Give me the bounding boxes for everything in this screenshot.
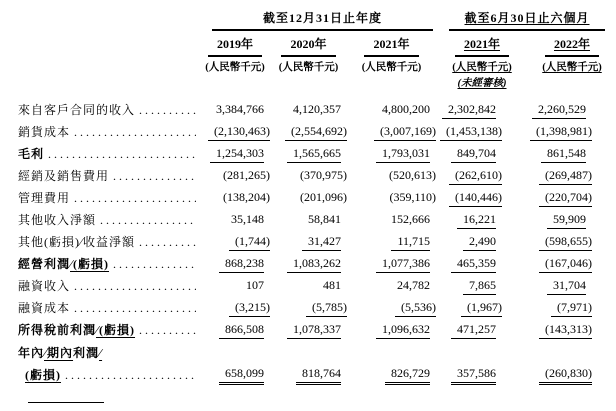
value: (140,446) xyxy=(449,190,502,207)
label-column-spacer xyxy=(0,35,200,57)
value: 1,083,262 xyxy=(287,256,341,273)
value-cell xyxy=(502,344,592,388)
table-row xyxy=(0,100,592,122)
table-row xyxy=(0,188,592,210)
row-label-segment: 銷貨成本 xyxy=(18,125,71,139)
leader-dots xyxy=(74,300,196,316)
value-cell xyxy=(200,124,270,144)
annual-period-group-header xyxy=(212,9,433,31)
value: 357,586 xyxy=(451,366,496,385)
value: (269,487) xyxy=(539,168,592,185)
row-label xyxy=(0,102,200,122)
value-cell xyxy=(270,278,347,298)
table-row xyxy=(0,122,592,144)
empty-cell xyxy=(502,75,592,91)
value: 1,565,665 xyxy=(287,146,341,163)
value-cell xyxy=(436,168,502,188)
value-cell xyxy=(347,212,436,232)
value-cell xyxy=(270,344,347,388)
value: (260,830) xyxy=(539,366,592,385)
value: 471,257 xyxy=(451,322,496,339)
value-cell xyxy=(347,146,436,166)
value: 31,427 xyxy=(302,234,341,251)
value-cell xyxy=(502,190,592,210)
year-label: 2020年 xyxy=(290,37,327,51)
value: (143,313) xyxy=(539,322,592,339)
value-cell xyxy=(200,234,270,254)
footnote-divider-rule xyxy=(28,402,104,403)
column-group-header-row xyxy=(0,8,592,31)
unaudited-note-cell xyxy=(449,75,515,91)
value: 1,096,632 xyxy=(376,322,430,339)
currency-unit-label: (人民幣千元) xyxy=(361,62,422,73)
value-cell xyxy=(502,124,592,144)
value-cell xyxy=(347,322,436,342)
year-rule-box xyxy=(281,35,335,57)
row-label-segment: (虧損) xyxy=(25,368,61,382)
value: 658,099 xyxy=(219,366,264,385)
value: (598,655) xyxy=(539,234,592,251)
leader-dots xyxy=(113,168,196,184)
value-cell xyxy=(436,234,502,254)
value-cell xyxy=(347,234,436,254)
value-cell xyxy=(200,256,270,276)
leader-dots xyxy=(139,102,196,118)
table-row xyxy=(0,144,592,166)
leader-dots xyxy=(74,278,196,294)
value: (138,204) xyxy=(223,190,270,204)
value-cell xyxy=(436,146,502,166)
value-cell xyxy=(200,168,270,188)
row-label xyxy=(0,322,200,342)
value: 35,148 xyxy=(231,212,264,226)
value-cell xyxy=(270,300,347,320)
value: 16,221 xyxy=(457,212,496,229)
empty-cell xyxy=(347,75,436,91)
value: (262,610) xyxy=(449,168,502,185)
value: 868,238 xyxy=(219,256,264,273)
value: 465,359 xyxy=(451,256,496,273)
value-cell xyxy=(436,102,502,122)
value: 1,793,031 xyxy=(376,146,430,163)
row-label-line-1 xyxy=(18,344,200,366)
currency-unit-label: (人民幣千元) xyxy=(205,62,265,73)
value-cell xyxy=(347,190,436,210)
row-label-segment: 管理費用 xyxy=(18,191,71,205)
value: 1,078,337 xyxy=(287,322,341,339)
year-rule-box xyxy=(364,35,418,57)
table-body xyxy=(0,100,592,386)
value-cell xyxy=(270,322,347,342)
row-label-segment: 其他收入淨額 xyxy=(18,213,97,227)
value-cell xyxy=(502,234,592,254)
value-cell xyxy=(200,322,270,342)
leader-dots xyxy=(74,124,196,140)
value: (201,096) xyxy=(300,190,347,204)
row-label-segment: ∕(虧損) xyxy=(70,257,110,271)
currency-unit-label: (人民幣千元) xyxy=(542,62,602,73)
value-cell xyxy=(270,102,347,122)
row-label xyxy=(0,256,200,276)
value: 4,120,357 xyxy=(293,102,341,116)
row-label-segment: 融資成本 xyxy=(18,301,71,315)
value-cell xyxy=(200,344,270,388)
value: (7,971) xyxy=(551,300,592,317)
value-cell xyxy=(200,278,270,298)
value: 58,841 xyxy=(308,212,341,226)
value-cell xyxy=(347,102,436,122)
table-row xyxy=(0,342,592,386)
value-cell xyxy=(502,300,592,320)
value: 866,508 xyxy=(219,322,264,339)
value: (1,967) xyxy=(461,300,502,317)
value: (1,453,138) xyxy=(440,124,502,141)
row-label-segment: 所得稅前利潤 xyxy=(18,323,97,337)
value: (5,785) xyxy=(306,300,347,317)
leader-dots xyxy=(48,146,196,162)
empty-cell xyxy=(270,75,347,91)
value-cell xyxy=(347,168,436,188)
value-cell xyxy=(436,322,502,342)
value: 24,782 xyxy=(397,278,430,292)
row-label xyxy=(0,300,200,320)
currency-unit-cell xyxy=(449,59,515,75)
row-label-segment: 融資收入 xyxy=(18,279,71,293)
value: (520,613) xyxy=(389,168,436,182)
value-cell xyxy=(347,124,436,144)
value: 107 xyxy=(246,278,264,292)
row-label-segment: ∕(虧損) xyxy=(96,323,136,337)
value: 2,260,529 xyxy=(532,102,586,119)
value-cell xyxy=(270,190,347,210)
value: 4,800,200 xyxy=(382,102,430,116)
value: 481 xyxy=(323,278,341,292)
table-row xyxy=(0,276,592,298)
leader-dots xyxy=(100,212,196,228)
value: (281,265) xyxy=(223,168,270,182)
value-cell xyxy=(270,256,347,276)
year-header-cell xyxy=(527,35,616,57)
value-cell xyxy=(502,168,592,188)
currency-unit-label: (人民幣千元) xyxy=(278,62,339,73)
value-cell xyxy=(502,102,592,122)
value: (220,704) xyxy=(539,190,592,207)
year-label: 2021年 xyxy=(463,37,500,51)
value: (167,046) xyxy=(539,256,592,273)
row-label-segment: 毛利 xyxy=(18,147,45,161)
label-column-spacer xyxy=(0,59,200,75)
empty-cell xyxy=(200,75,270,91)
value-cell xyxy=(436,300,502,320)
unaudited-note-row xyxy=(0,75,592,91)
value: 3,384,766 xyxy=(216,102,264,116)
value-cell xyxy=(200,190,270,210)
value: 826,729 xyxy=(385,366,430,385)
value: 59,909 xyxy=(547,212,586,229)
interim-period-label: 截至6月30日止六個月 xyxy=(464,11,590,25)
value-cell xyxy=(502,212,592,232)
row-label xyxy=(0,146,200,166)
interim-period-group-header xyxy=(449,9,605,31)
row-label-segment: 來自客戶合同的收入 xyxy=(18,103,136,117)
table-row xyxy=(0,210,592,232)
value-cell xyxy=(200,300,270,320)
table-row xyxy=(0,298,592,320)
value: (370,975) xyxy=(300,168,347,182)
value-cell xyxy=(436,256,502,276)
year-rule-box xyxy=(208,35,262,57)
value-cell xyxy=(436,344,502,388)
value-cell xyxy=(270,168,347,188)
row-label xyxy=(0,212,200,232)
value: (359,110) xyxy=(389,190,436,204)
value-cell xyxy=(347,278,436,298)
value: 1,254,303 xyxy=(210,146,264,163)
row-label xyxy=(0,278,200,298)
value-cell xyxy=(270,124,347,144)
leader-dots xyxy=(65,366,196,385)
currency-unit-cell xyxy=(527,59,616,75)
currency-unit-cell xyxy=(270,59,347,75)
currency-unit-label: (人民幣千元) xyxy=(452,62,512,73)
value: 11,715 xyxy=(391,234,430,251)
value: 31,704 xyxy=(547,278,586,295)
value-cell xyxy=(436,190,502,210)
row-label-segment: 利潤 xyxy=(73,346,100,360)
unaudited-label: (未經審核) xyxy=(457,78,507,89)
value-cell xyxy=(502,322,592,342)
row-label-segment: 經營利潤 xyxy=(18,257,71,271)
row-label xyxy=(0,190,200,210)
year-header-cell xyxy=(347,35,436,57)
annual-period-label: 截至12月31日止年度 xyxy=(262,11,382,25)
table-row xyxy=(0,166,592,188)
row-label-segment: ∕ xyxy=(99,346,103,360)
year-label: 2019年 xyxy=(216,37,253,51)
year-header-cell xyxy=(270,35,347,57)
leader-dots xyxy=(139,322,196,338)
value-cell xyxy=(347,300,436,320)
currency-unit-row xyxy=(0,59,602,75)
value: 849,704 xyxy=(451,146,496,163)
value-cell xyxy=(436,212,502,232)
year-header-row xyxy=(0,35,592,57)
value-cell xyxy=(200,212,270,232)
value-cell xyxy=(270,146,347,166)
value-cell xyxy=(502,146,592,166)
leader-dots xyxy=(113,256,196,272)
row-label-segment: 經銷及銷售費用 xyxy=(18,169,110,183)
year-label: 2021年 xyxy=(373,37,410,51)
row-label xyxy=(0,124,200,144)
year-header-cell xyxy=(449,35,515,57)
leader-dots xyxy=(139,234,196,250)
value-cell xyxy=(436,124,502,144)
value-cell xyxy=(270,234,347,254)
value: (1,744) xyxy=(229,234,270,251)
value: (3,007,169) xyxy=(374,124,436,141)
value-cell xyxy=(502,256,592,276)
label-column-spacer xyxy=(0,75,200,91)
table-row xyxy=(0,232,592,254)
value: 861,548 xyxy=(541,146,586,163)
year-rule-box xyxy=(545,35,599,57)
value: (5,536) xyxy=(395,300,436,317)
value: (3,215) xyxy=(229,300,270,317)
table-row xyxy=(0,254,592,276)
value: 152,666 xyxy=(391,212,430,226)
value: 818,764 xyxy=(296,366,341,385)
value: (1,398,981) xyxy=(530,124,592,141)
value-cell xyxy=(200,102,270,122)
row-label-segment: ∕期內 xyxy=(44,346,74,360)
leader-dots xyxy=(74,190,196,206)
table-row xyxy=(0,320,592,342)
year-rule-box xyxy=(455,35,509,57)
value-cell xyxy=(347,256,436,276)
value-cell xyxy=(270,212,347,232)
row-label xyxy=(0,168,200,188)
year-label: 2022年 xyxy=(553,37,590,51)
value: 2,490 xyxy=(463,234,496,251)
income-statement-table xyxy=(0,8,602,386)
value: (2,554,692) xyxy=(285,124,347,141)
value-cell xyxy=(347,344,436,388)
value: 7,865 xyxy=(463,278,496,295)
row-label-segment: 年內 xyxy=(18,346,45,360)
value-cell xyxy=(502,278,592,298)
row-label xyxy=(0,234,200,254)
row-label-segment: 其他(虧損)∕收益淨額 xyxy=(18,235,135,249)
value-cell xyxy=(436,278,502,298)
currency-unit-cell xyxy=(200,59,270,75)
currency-unit-cell xyxy=(347,59,436,75)
year-header-cell xyxy=(200,35,270,57)
value: 2,302,842 xyxy=(442,102,496,119)
row-label-line-2 xyxy=(18,366,200,388)
row-label xyxy=(0,344,200,388)
value: (2,130,463) xyxy=(208,124,270,141)
value-cell xyxy=(200,146,270,166)
value: 1,077,386 xyxy=(376,256,430,273)
